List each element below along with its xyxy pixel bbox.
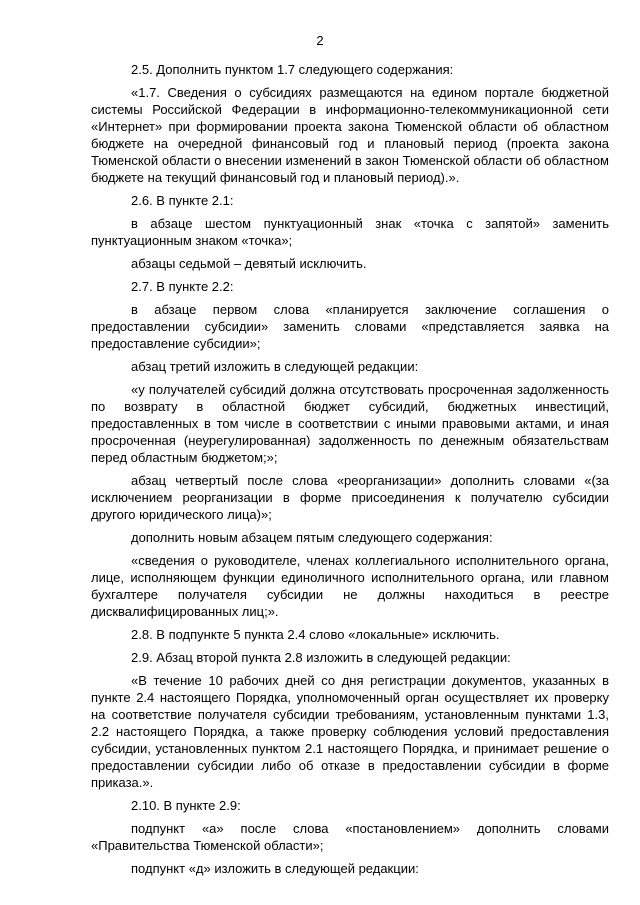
paragraph: в абзаце первом слова «планируется заключение соглашения о предоставлении субсидии» заменить словами «представляется заявка на предоставление субсидии»;: [91, 302, 609, 351]
page-number: 2: [316, 33, 324, 48]
paragraph: 2.10. В пункте 2.9:: [131, 798, 241, 813]
paragraph: 2.8. В подпункте 5 пункта 2.4 слово «локальные» исключить.: [131, 627, 500, 642]
paragraph: «1.7. Сведения о субсидиях размещаются на едином портале бюджетной системы Российской Федерации в информационно-телекоммуникационной сети «Интернет» при формировании проекта закона Тюменской области об областном бюджете на очередной финансовый год и плановый период (проекта закона Тюменской области о внесении изменений в закон Тюменской области об областном бюджете на текущий финансовый год и плановый период).».: [91, 85, 609, 185]
document-body: [91, 61, 609, 883]
paragraph: абзац четвертый после слова «реорганизации» дополнить словами «(за исключением реорганизации в форме присоединения к получателю субсидии другого юридического лица)»;: [91, 473, 609, 522]
paragraph: 2.5. Дополнить пунктом 1.7 следующего содержания:: [131, 62, 454, 77]
paragraph: в абзаце шестом пунктуационный знак «точка с запятой» заменить пунктуационным знаком «точка»;: [91, 216, 609, 248]
paragraph: подпункт «д» изложить в следующей редакции:: [131, 861, 419, 876]
paragraph: подпункт «а» после слова «постановлением» дополнить словами «Правительства Тюменской области»;: [91, 821, 609, 853]
paragraph: абзацы седьмой – девятый исключить.: [131, 256, 367, 271]
paragraph: 2.7. В пункте 2.2:: [131, 279, 234, 294]
paragraph: дополнить новым абзацем пятым следующего содержания:: [131, 530, 493, 545]
paragraph: «у получателей субсидий должна отсутствовать просроченная задолженность по возврату в областной бюджет субсидий, бюджетных инвестиций, предоставленных в том числе в соответствии с иными правовыми актами, и иная просроченная (неурегулированная) задолженность по денежным обязательствам перед областным бюджетом;»;: [91, 382, 609, 465]
paragraph: 2.9. Абзац второй пункта 2.8 изложить в следующей редакции:: [131, 650, 511, 665]
paragraph: абзац третий изложить в следующей редакции:: [131, 359, 419, 374]
paragraph: 2.6. В пункте 2.1:: [131, 193, 234, 208]
paragraph: «В течение 10 рабочих дней со дня регистрации документов, указанных в пункте 2.4 настоящего Порядка, уполномоченный орган осуществляет их проверку на соответствие получателя субсидии требованиям, установленным пунктами 1.3, 2.2 настоящего Порядка, а также проверку соблюдения условий предоставления субсидии, установленных пунктом 2.1 настоящего Порядка, и принимает решение о предоставлении субсидии либо об отказе в предоставлении субсидии в форме приказа.».: [91, 673, 609, 790]
paragraph: «сведения о руководителе, членах коллегиального исполнительного органа, лице, исполняющем функции единоличного исполнительного органа, или главном бухгалтере получателя субсидии не должны находиться в реестре дисквалифицированных лиц;».: [91, 553, 609, 619]
